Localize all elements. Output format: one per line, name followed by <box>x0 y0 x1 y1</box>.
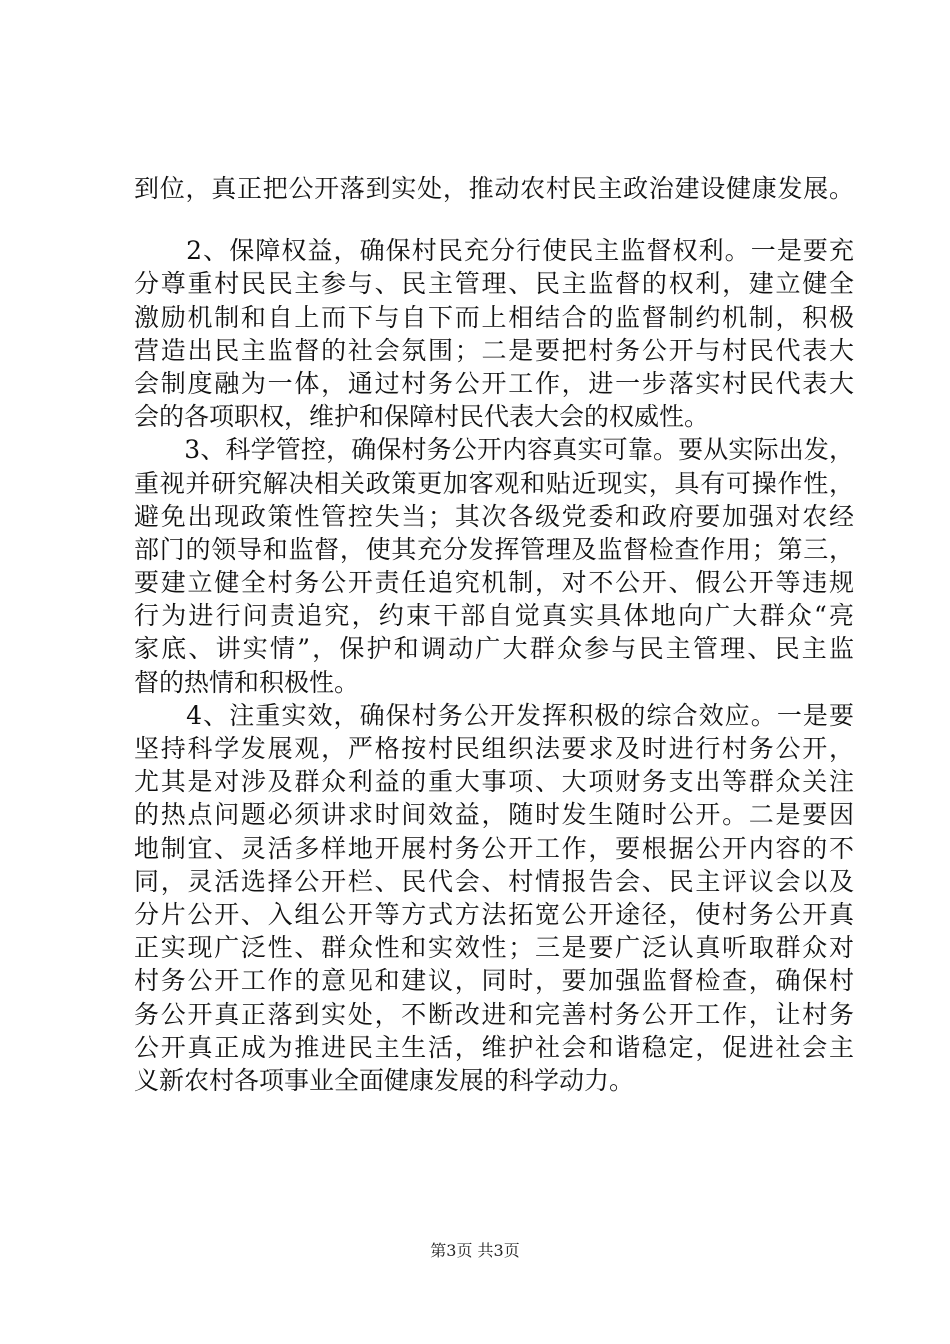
paragraph-4 <box>134 699 854 1097</box>
text-line: 到位，真正把公开落到实处，推动农村民主政治建设健康发展。 <box>134 174 854 203</box>
text-line: 3、科学管控，确保村务公开内容真实可靠。要从实际出发， <box>134 435 854 465</box>
text-line: 营造出民主监督的社会氛围；二是要把村务公开与村民代表大 <box>134 335 854 365</box>
text-line: 重视并研究解决相关政策更加客观和贴近现实，具有可操作性， <box>134 468 854 498</box>
text-line: 分片公开、入组公开等方式方法拓宽公开途径，使村务公开真 <box>134 899 854 929</box>
text-line: 部门的领导和监督，使其充分发挥管理及监督检查作用；第三， <box>134 534 854 564</box>
paragraph-3 <box>134 433 854 699</box>
text-line: 务公开真正落到实处，不断改进和完善村务公开工作，让村务 <box>134 999 854 1029</box>
text-line: 家底、讲实情”，保护和调动广大群众参与民主管理、民主监 <box>134 634 854 664</box>
text-line: 要建立健全村务公开责任追究机制，对不公开、假公开等违规 <box>134 568 854 598</box>
text-line: 2、保障权益，确保村民充分行使民主监督权利。一是要充 <box>134 236 854 266</box>
text-line: 地制宜、灵活多样地开展村务公开工作，要根据公开内容的不 <box>134 833 854 863</box>
text-line: 4、注重实效，确保村务公开发挥积极的综合效应。一是要 <box>134 700 854 730</box>
text-line: 激励机制和自上而下与自下而上相结合的监督制约机制，积极 <box>134 302 854 332</box>
text-line: 村务公开工作的意见和建议，同时，要加强监督检查，确保村 <box>134 966 854 996</box>
paragraph-2 <box>134 234 854 433</box>
text-line: 公开真正成为推进民主生活，维护社会和谐稳定，促进社会主 <box>134 1032 854 1062</box>
text-line: 的热点问题必须讲求时间效益，随时发生随时公开。二是要因 <box>134 800 854 830</box>
text-line: 行为进行问责追究，约束干部自觉真实具体地向广大群众“亮 <box>134 601 854 631</box>
text-line: 义新农村各项事业全面健康发展的科学动力。 <box>134 1065 635 1095</box>
document-body <box>134 172 854 1097</box>
text-line: 正实现广泛性、群众性和实效性；三是要广泛认真听取群众对 <box>134 933 854 963</box>
text-line: 避免出现政策性管控失当；其次各级党委和政府要加强对农经 <box>134 501 854 531</box>
text-line: 分尊重村民民主参与、民主管理、民主监督的权利，建立健全 <box>134 269 854 299</box>
text-line: 会的各项职权，维护和保障村民代表大会的权威性。 <box>134 402 710 432</box>
paragraph-continued <box>134 172 854 205</box>
text-line: 尤其是对涉及群众利益的重大事项、大项财务支出等群众关注 <box>134 767 854 797</box>
text-line: 督的热情和积极性。 <box>134 667 360 697</box>
text-line: 同，灵活选择公开栏、民代会、村情报告会、民主评议会以及 <box>134 866 854 896</box>
text-line: 会制度融为一体，通过村务公开工作，进一步落实村民代表大 <box>134 368 854 398</box>
text-line: 坚持科学发展观，严格按村民组织法要求及时进行村务公开， <box>134 734 854 763</box>
paragraph-spacer <box>134 205 854 234</box>
page-footer: 第3页 共3页 <box>430 1241 520 1260</box>
